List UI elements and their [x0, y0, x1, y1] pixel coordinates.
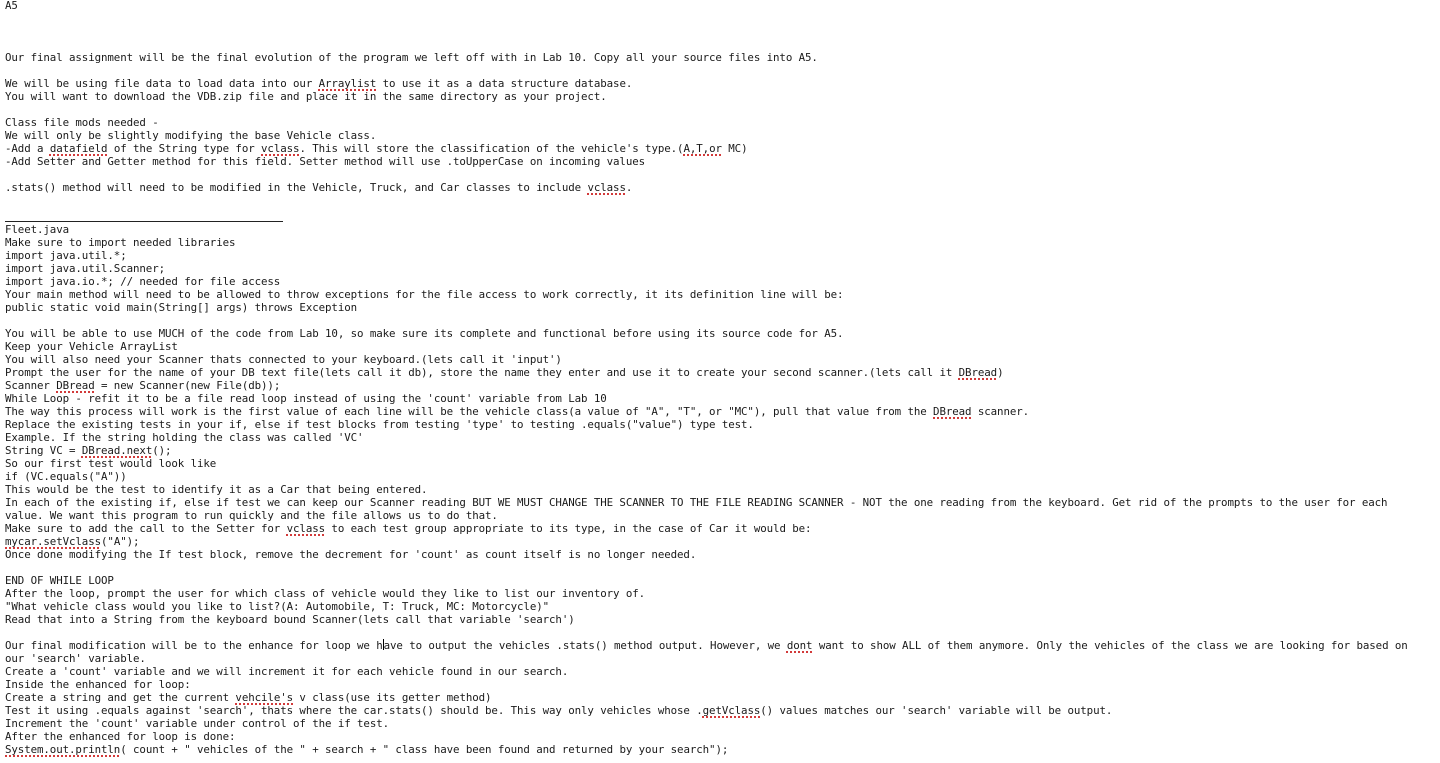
misspelled-word: DBread.next — [81, 444, 153, 457]
blank-line — [5, 103, 1432, 116]
document-title: A5 — [5, 0, 18, 12]
blank-line — [5, 626, 1432, 639]
body-line: Replace the existing tests in your if, else if test blocks from testing 'type' to testing .equals("value") type test. — [5, 418, 754, 431]
misspelled-word: DBread — [56, 379, 95, 392]
body-line: Test it using .equals against 'search', thats where the car.stats() should be. This way only vehicles whose .getVclass() values matches our 'search' variable will be output. — [5, 704, 1113, 717]
mods-line: Class file mods needed - — [5, 116, 159, 129]
mods-line: -Add a datafield of the String type for vclass. This will store the classification of the vehicle's type.(A,T,or MC) — [5, 142, 748, 155]
body-line: Once done modifying the If test block, remove the decrement for 'count' as count itself is no longer needed. — [5, 548, 697, 561]
text-cursor — [383, 639, 384, 650]
body-line: While Loop - refit it to be a file read loop instead of using the 'count' variable from Lab 10 — [5, 392, 607, 405]
blank-line — [5, 314, 1432, 327]
intro-line: Our final assignment will be the final evolution of the program we left off with in Lab 10. Copy all your source files into A5. — [5, 51, 818, 64]
body-line: System.out.println( count + " vehicles of the " + search + " class have been found and returned by your search"); — [5, 743, 729, 756]
mods-line: -Add Setter and Getter method for this field. Setter method will use .toUpperCase on incoming values — [5, 155, 646, 168]
body-line: After the enhanced for loop is done: — [5, 730, 236, 743]
blank-line — [5, 168, 1432, 181]
section-divider — [5, 221, 283, 222]
body-line: You will also need your Scanner thats connected to your keyboard.(lets call it 'input') — [5, 353, 562, 366]
misspelled-word: DBread — [933, 405, 972, 418]
loop-end-line: END OF WHILE LOOP — [5, 574, 114, 587]
body-line: if (VC.equals("A")) — [5, 470, 127, 483]
fleet-line: Your main method will need to be allowed to throw exceptions for the file access to work correctly, it its definition line will be: — [5, 288, 844, 301]
misspelled-word: Arraylist — [318, 77, 377, 90]
body-line: Inside the enhanced for loop: — [5, 678, 191, 691]
misspelled-word: vclass — [286, 522, 326, 535]
misspelled-word: vehcile's — [235, 691, 294, 704]
body-line: mycar.setVclass("A"); — [5, 535, 140, 548]
body-line: Increment the 'count' variable under control of the if test. — [5, 717, 390, 730]
body-line: You will be able to use MUCH of the code from Lab 10, so make sure its complete and functional before using its source code for A5. — [5, 327, 844, 340]
body-line: Scanner DBread = new Scanner(new File(db)); — [5, 379, 281, 392]
blank-line — [5, 12, 1432, 25]
body-line: The way this process will work is the first value of each line will be the vehicle class(a value of "A", "T", or "MC"), pull that value from the DBread scanner. — [5, 405, 1030, 418]
misspelled-word: datafield — [49, 142, 108, 155]
body-line: This would be the test to identify it as a Car that being entered. — [5, 483, 428, 496]
body-line: Create a 'count' variable and we will increment it for each vehicle found in our search. — [5, 665, 569, 678]
body-line: In each of the existing if, else if test we can keep our Scanner reading BUT WE MUST CHANGE THE SCANNER TO THE FILE READING SCANNER - NOT the one reading from the keyboard. Get rid of the prompts to the user for each value. We want this program to run quickly and the file allows us to do that. — [5, 496, 1394, 522]
blank-line — [5, 64, 1432, 77]
misspelled-word: getVclass — [702, 704, 761, 717]
fleet-line: Fleet.java — [5, 223, 70, 236]
misspelled-word: vclass — [261, 142, 300, 155]
fleet-line: import java.util.Scanner; — [5, 262, 166, 275]
misspelled-word: A,T,or — [683, 142, 722, 155]
intro-line: You will want to download the VDB.zip file and place it in the same directory as your project. — [5, 90, 607, 103]
fleet-line: public static void main(String[] args) throws Exception — [5, 301, 358, 314]
body-line: After the loop, prompt the user for which class of vehicle would they like to list our inventory of. — [5, 587, 646, 600]
mods-line: We will only be slightly modifying the base Vehicle class. — [5, 129, 377, 142]
body-line: Our final modification will be to the enhance for loop we have to output the vehicles .stats() method output. However, we dont want to show ALL of them anymore. Only the vehicles of the class we are looking for based on our 'search' variable. — [5, 639, 1415, 665]
body-line: Keep your Vehicle ArrayList — [5, 340, 178, 353]
body-line: Create a string and get the current vehcile's v class(use its getter method) — [5, 691, 492, 704]
body-line: "What vehicle class would you like to list?(A: Automobile, T: Truck, MC: Motorcycle)" — [5, 600, 550, 613]
misspelled-word: dont — [786, 639, 813, 652]
fleet-line: import java.io.*; // needed for file access — [5, 275, 281, 288]
blank-line — [5, 561, 1432, 574]
body-line: Example. If the string holding the class was called 'VC' — [5, 431, 364, 444]
body-line: So our first test would look like — [5, 457, 217, 470]
blank-line — [5, 25, 1432, 38]
document-body[interactable] — [5, 0, 1432, 756]
fleet-line: Make sure to import needed libraries — [5, 236, 236, 249]
body-line: Make sure to add the call to the Setter for vclass to each test group appropriate to its type, in the case of Car it would be: — [5, 522, 812, 535]
misspelled-word: vclass — [587, 181, 626, 194]
fleet-line: import java.util.*; — [5, 249, 127, 262]
body-line: Read that into a String from the keyboard bound Scanner(lets call that variable 'search') — [5, 613, 575, 626]
body-line: Prompt the user for the name of your DB text file(lets call it db), store the name they enter and use it to create your second scanner.(lets call it DBread) — [5, 366, 1004, 379]
misspelled-word: DBread — [958, 366, 998, 379]
blank-line — [5, 38, 1432, 51]
body-line: String VC = DBread.next(); — [5, 444, 172, 457]
mods-line: .stats() method will need to be modified in the Vehicle, Truck, and Car classes to include vclass. — [5, 181, 633, 194]
misspelled-word: System.out.println — [5, 743, 121, 756]
intro-line: We will be using file data to load data into our Arraylist to use it as a data structure database. — [5, 77, 633, 90]
misspelled-word: mycar.setVclass — [5, 535, 102, 548]
